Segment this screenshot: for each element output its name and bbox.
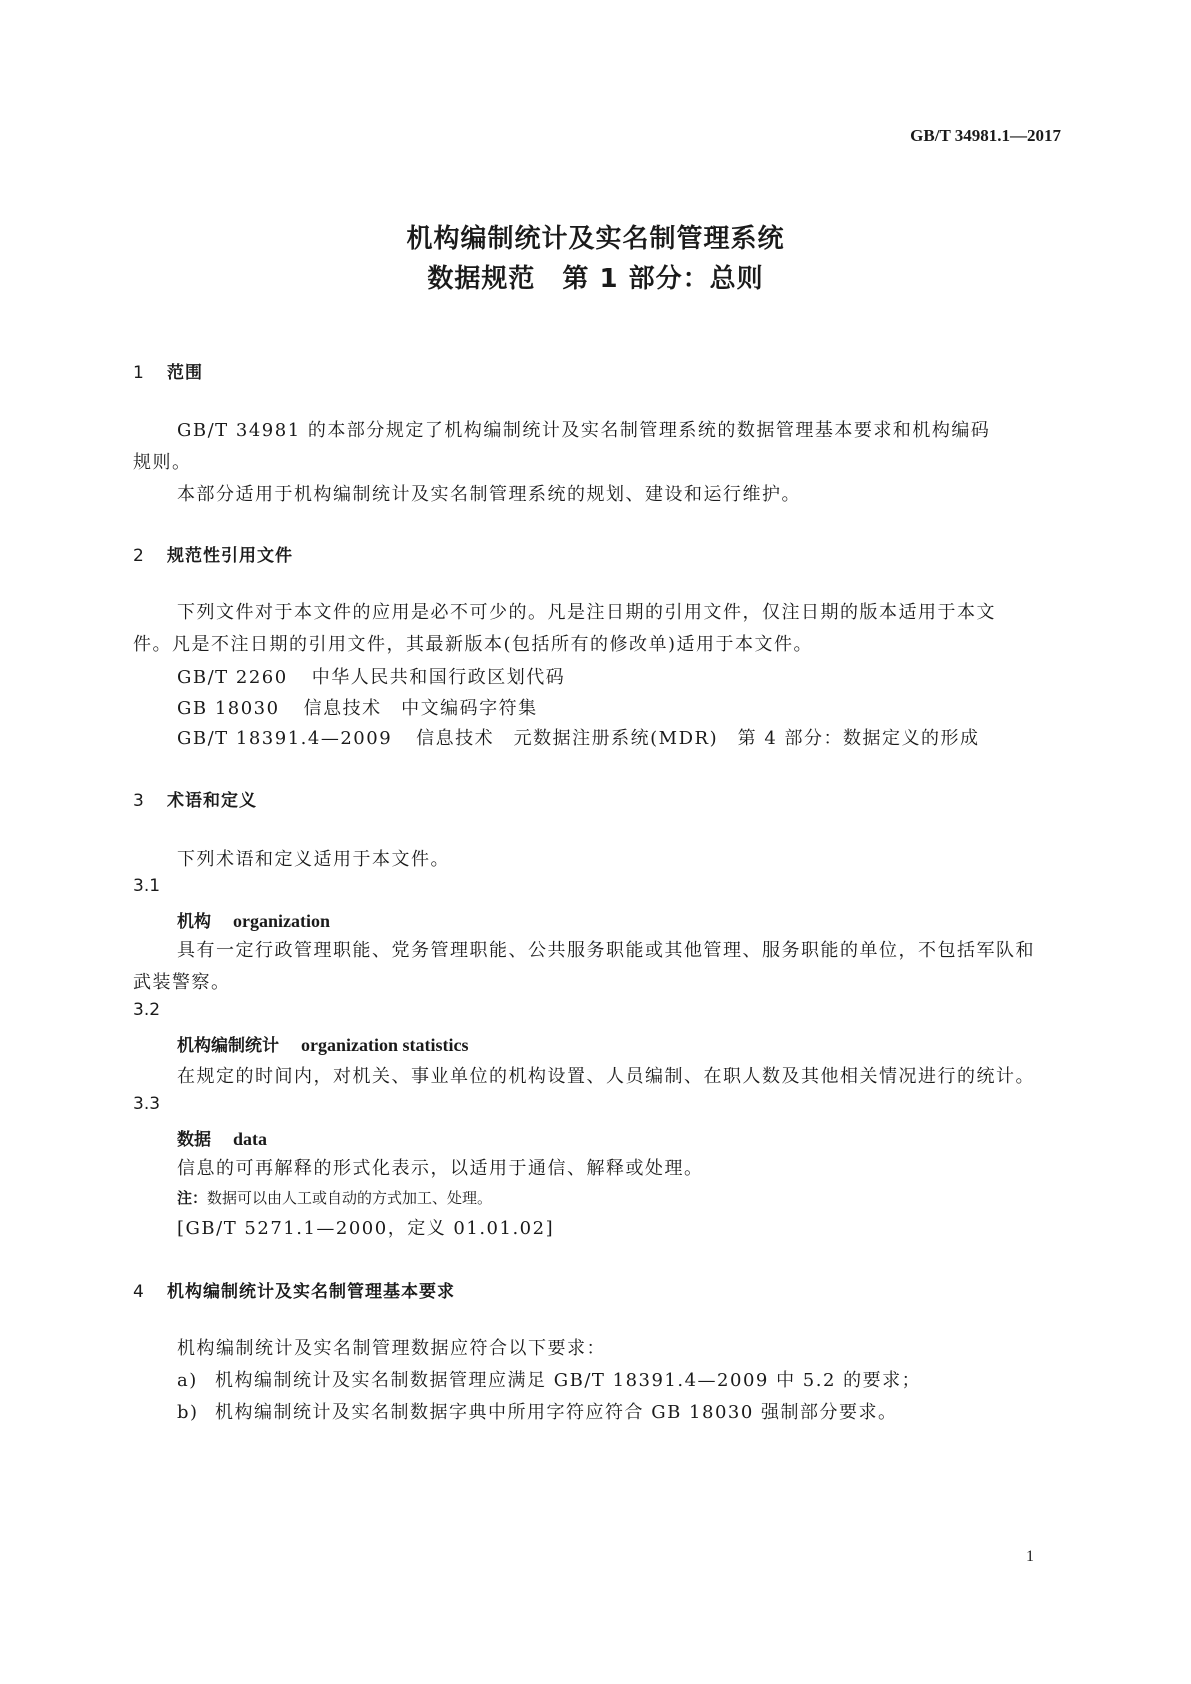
term-entry bbox=[177, 907, 330, 932]
paragraph: 下列术语和定义适用于本文件。 bbox=[177, 849, 450, 870]
list-label: b) bbox=[177, 1402, 199, 1423]
note-label: 注： bbox=[177, 1189, 208, 1207]
term-definition: 信息的可再解释的形式化表示，以适用于通信、解释或处理。 bbox=[177, 1158, 704, 1179]
reference-code: GB 18030 bbox=[177, 698, 280, 719]
list-text: 机构编制统计及实名制数据管理应满足 GB/T 18391.4—2009 中 5.2 的要求； bbox=[215, 1370, 922, 1391]
reference-title: 中华人民共和国行政区划代码 bbox=[311, 667, 566, 688]
list-item bbox=[177, 1398, 898, 1424]
term-entry bbox=[177, 1125, 267, 1150]
note bbox=[177, 1187, 492, 1208]
section-heading-normative-references bbox=[133, 541, 293, 566]
term-en: organization bbox=[233, 911, 330, 931]
list-label: a) bbox=[177, 1370, 198, 1391]
term-source: [GB/T 5271.1—2000，定义 01.01.02] bbox=[177, 1218, 555, 1239]
list-item bbox=[177, 1366, 921, 1392]
reference-code: GB/T 18391.4—2009 bbox=[177, 728, 393, 749]
reference-item bbox=[177, 694, 538, 720]
standard-number: GB/T 34981.1—2017 bbox=[910, 126, 1061, 145]
term-definition: 在规定的时间内，对机关、事业单位的机构设置、人员编制、在职人数及其他相关情况进行的统计。 bbox=[177, 1066, 1035, 1087]
paragraph: GB/T 34981 的本部分规定了机构编制统计及实名制管理系统的数据管理基本要求和机构编码 bbox=[177, 420, 991, 441]
term-en: data bbox=[233, 1129, 268, 1149]
reference-title: 信息技术 中文编码字符集 bbox=[303, 698, 538, 719]
reference-item bbox=[177, 724, 980, 750]
paragraph: 机构编制统计及实名制管理数据应符合以下要求： bbox=[177, 1338, 606, 1359]
section-heading-scope bbox=[133, 358, 203, 383]
section-number: 4 bbox=[133, 1282, 145, 1302]
section-title: 规范性引用文件 bbox=[167, 546, 293, 566]
clause-number: 3.1 bbox=[133, 876, 161, 896]
term-zh: 机构编制统计 bbox=[177, 1036, 279, 1056]
reference-item bbox=[177, 663, 565, 689]
clause-number: 3.3 bbox=[133, 1094, 161, 1114]
section-heading-terms bbox=[133, 786, 257, 811]
section-title: 范围 bbox=[167, 363, 203, 383]
term-zh: 数据 bbox=[177, 1130, 211, 1150]
paragraph: 下列文件对于本文件的应用是必不可少的。凡是注日期的引用文件，仅注日期的版本适用于本文 bbox=[177, 602, 996, 623]
paragraph: 本部分适用于机构编制统计及实名制管理系统的规划、建设和运行维护。 bbox=[177, 484, 801, 505]
term-en: organization statistics bbox=[301, 1035, 469, 1055]
list-text: 机构编制统计及实名制数据字典中所用字符应符合 GB 18030 强制部分要求。 bbox=[215, 1402, 898, 1423]
section-number: 1 bbox=[133, 363, 145, 383]
paragraph: 件。凡是不注日期的引用文件，其最新版本(包括所有的修改单)适用于本文件。 bbox=[133, 634, 814, 655]
clause-number: 3.2 bbox=[133, 1000, 161, 1020]
term-definition: 具有一定行政管理职能、党务管理职能、公共服务职能或其他管理、服务职能的单位，不包括军队和 bbox=[177, 940, 1035, 961]
section-title: 机构编制统计及实名制管理基本要求 bbox=[167, 1282, 455, 1302]
document-title-line2: 数据规范 第 1 部分：总则 bbox=[427, 264, 764, 294]
reference-title: 信息技术 元数据注册系统(MDR) 第 4 部分：数据定义的形成 bbox=[416, 728, 980, 749]
term-definition: 武装警察。 bbox=[133, 972, 231, 993]
term-entry bbox=[177, 1031, 468, 1056]
note-text: 数据可以由人工或自动的方式加工、处理。 bbox=[207, 1189, 493, 1207]
page-number: 1 bbox=[1026, 1548, 1034, 1565]
paragraph: 规则。 bbox=[133, 452, 192, 473]
document-title-line1: 机构编制统计及实名制管理系统 bbox=[406, 224, 785, 254]
reference-code: GB/T 2260 bbox=[177, 667, 288, 688]
section-title: 术语和定义 bbox=[167, 791, 257, 811]
section-number: 3 bbox=[133, 791, 145, 811]
section-heading-basic-requirements bbox=[133, 1277, 455, 1302]
section-number: 2 bbox=[133, 546, 145, 566]
term-zh: 机构 bbox=[177, 912, 211, 932]
